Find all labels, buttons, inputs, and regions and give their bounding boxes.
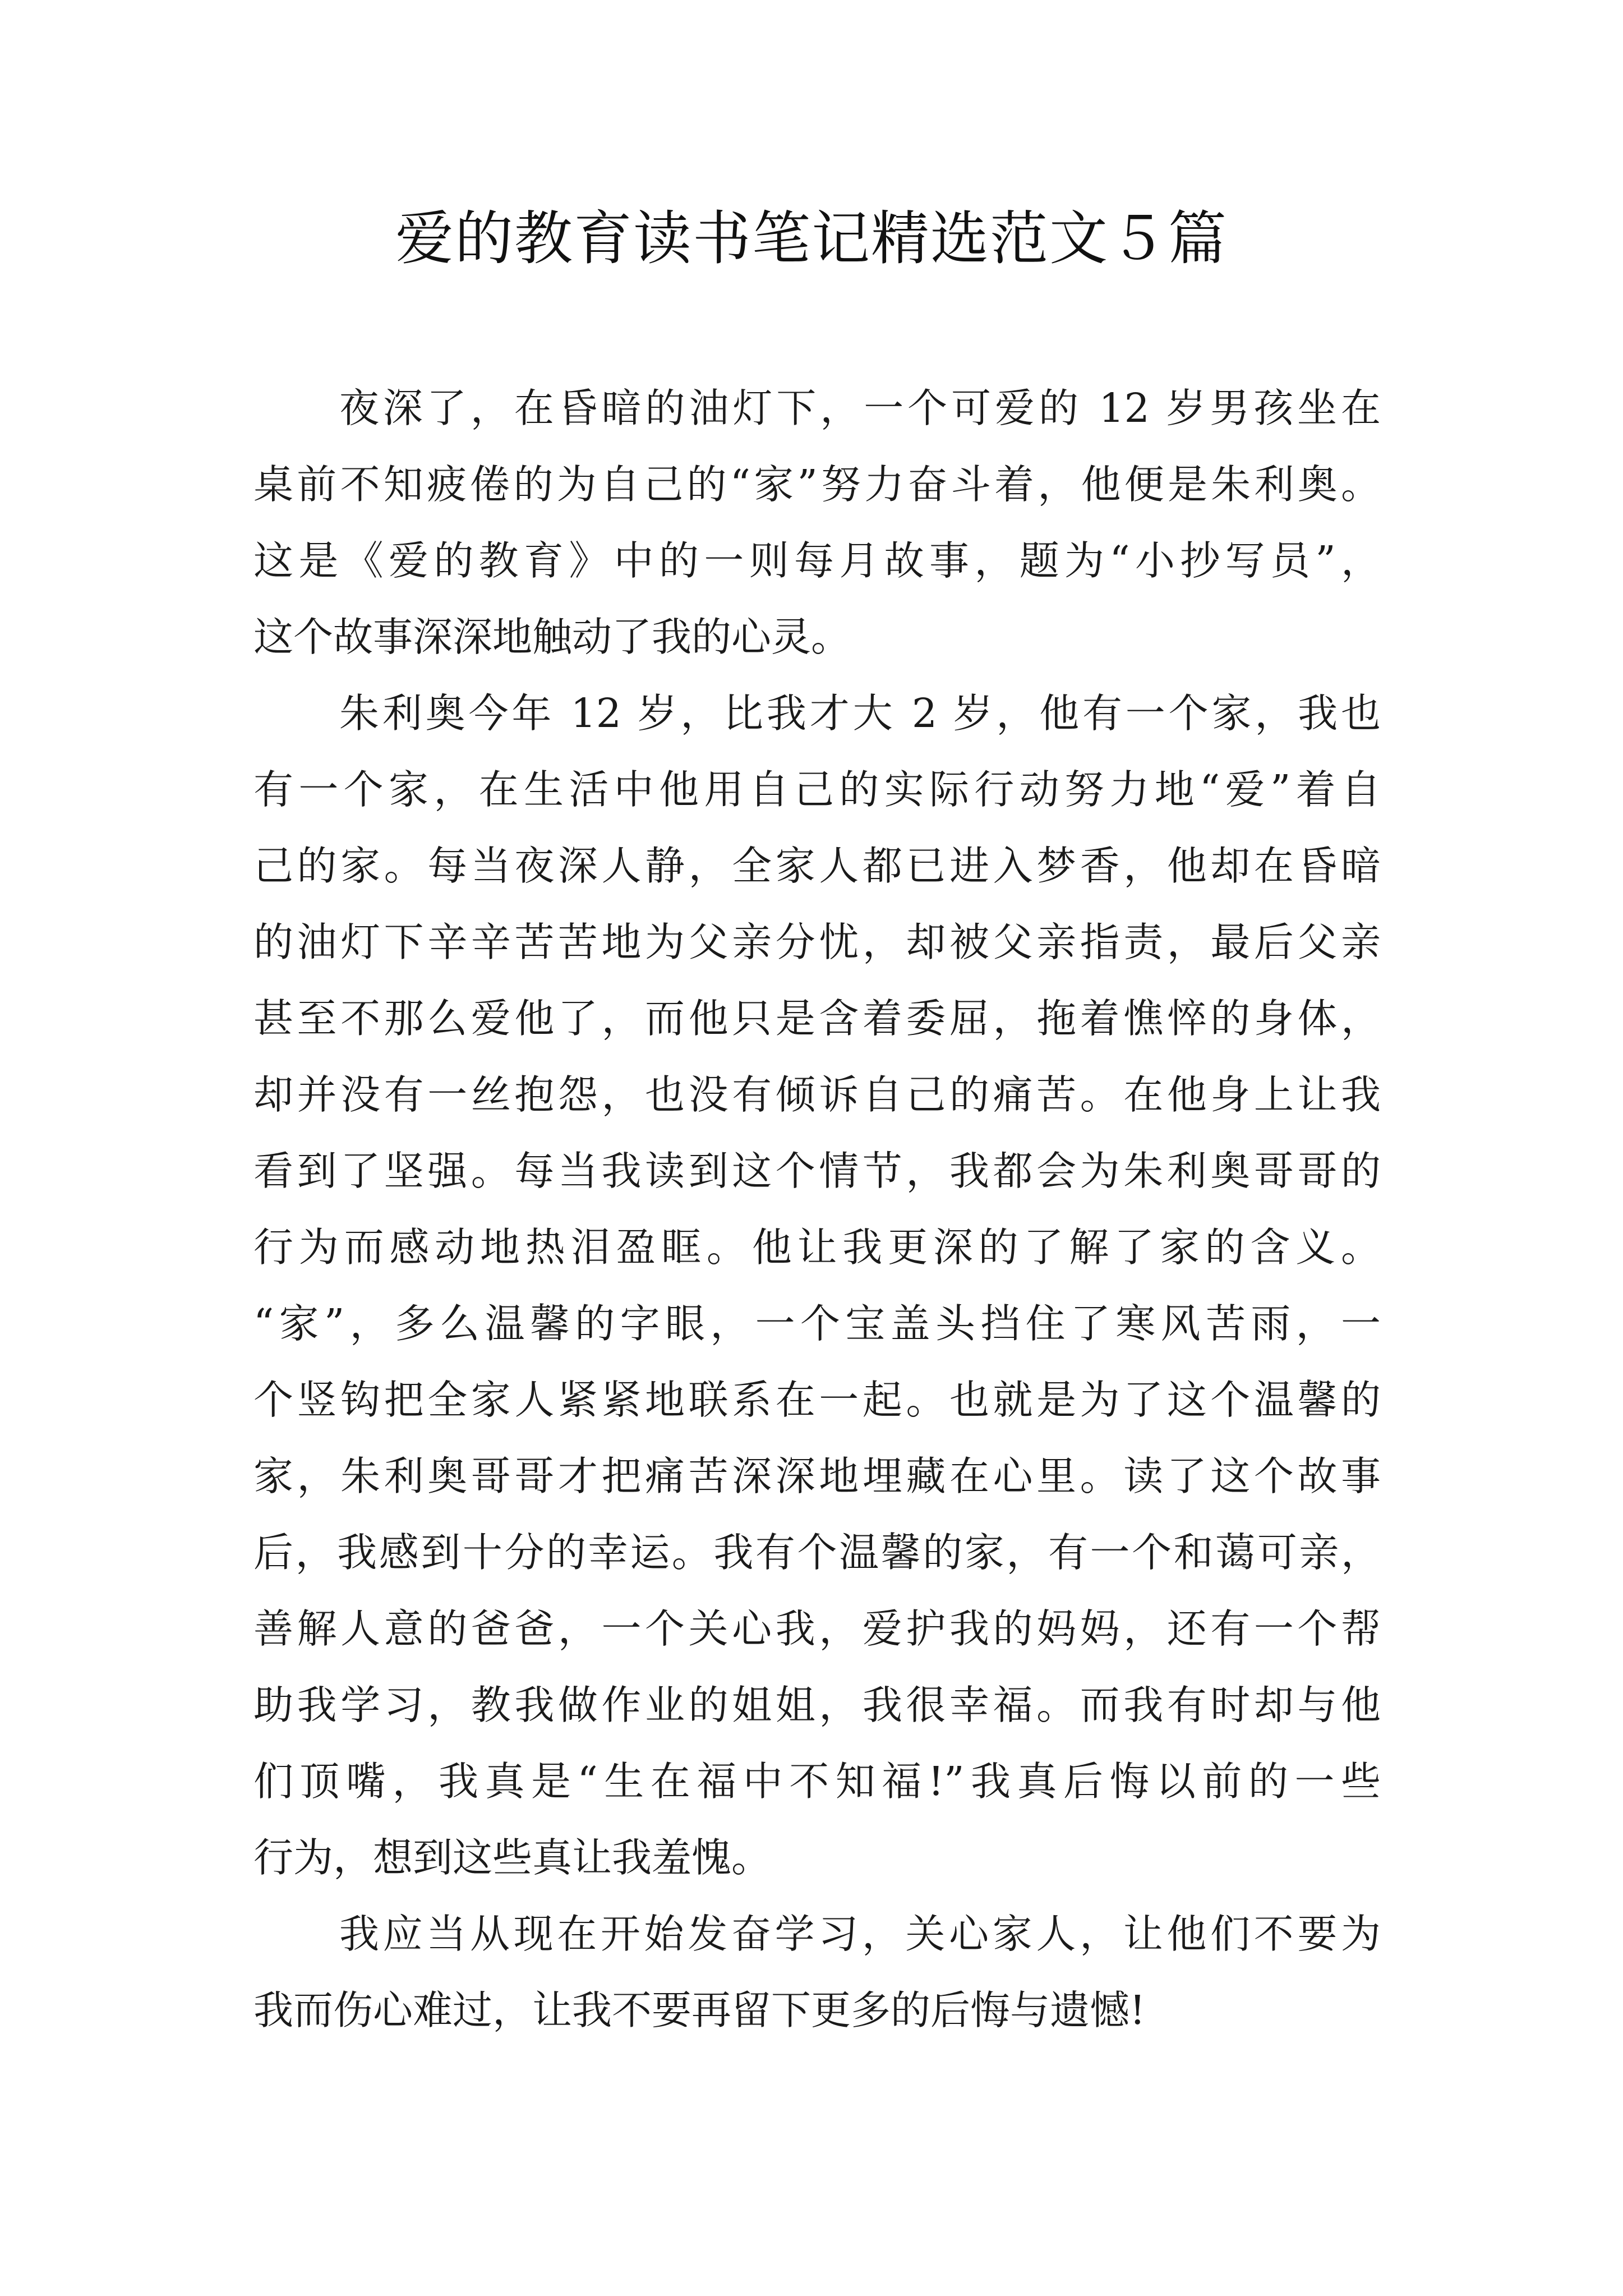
text-line: 甚至不那么爱他了，而他只是含着委屈，拖着憔悴的身体， (253, 995, 1381, 1042)
text-line: 桌前不知疲倦的为自己的“家”努力奋斗着，他便是朱利奥。 (253, 461, 1381, 508)
text-line: 我而伤心难过，让我不要再留下更多的后悔与遗憾! (253, 1987, 1146, 2033)
text-line: 个竖钩把全家人紧紧地联系在一起。也就是为了这个温馨的 (253, 1377, 1381, 1423)
text-line: 朱利奥今年 12 岁，比我才大 2 岁，他有一个家，我也 (339, 690, 1381, 737)
text-line: 善解人意的爸爸，一个关心我，爱护我的妈妈，还有一个帮 (253, 1605, 1381, 1652)
text-line: 这个故事深深地触动了我的心灵。 (253, 614, 851, 660)
text-line: 助我学习，教我做作业的姐姐，我很幸福。而我有时却与他 (253, 1682, 1381, 1728)
paragraph (253, 370, 1381, 675)
text-line: 们顶嘴，我真是“生在福中不知福!”我真后悔以前的一些 (253, 1758, 1381, 1805)
text-line: 有一个家，在生活中他用自己的实际行动努力地“爱”着自 (253, 766, 1381, 813)
text-line: 却并没有一丝抱怨，也没有倾诉自己的痛苦。在他身上让我 (253, 1071, 1381, 1118)
text-line: 家，朱利奥哥哥才把痛苦深深地埋藏在心里。读了这个故事 (253, 1453, 1381, 1499)
text-line: 看到了坚强。每当我读到这个情节，我都会为朱利奥哥哥的 (253, 1148, 1381, 1194)
text-line: 的油灯下辛辛苦苦地为父亲分忧，却被父亲指责，最后父亲 (253, 919, 1381, 965)
text-line: 夜深了，在昏暗的油灯下，一个可爱的 12 岁男孩坐在 (339, 385, 1381, 431)
text-line: 后，我感到十分的幸运。我有个温馨的家，有一个和蔼可亲， (253, 1529, 1381, 1576)
paragraph (253, 675, 1381, 1896)
text-line: “家”，多么温馨的字眼，一个宝盖头挡住了寒风苦雨，一 (253, 1300, 1381, 1347)
text-line: 这是《爱的教育》中的一则每月故事，题为“小抄写员”， (253, 537, 1381, 584)
text-line: 己的家。每当夜深人静，全家人都已进入梦香，他却在昏暗 (253, 843, 1381, 889)
document-body (253, 370, 1381, 2049)
document-title: 爱的教育读书笔记精选范文５篇 (395, 204, 1228, 273)
text-line: 行为而感动地热泪盈眶。他让我更深的了解了家的含义。 (253, 1224, 1381, 1271)
text-line: 我应当从现在开始发奋学习，关心家人，让他们不要为 (339, 1911, 1381, 1957)
paragraph (253, 1896, 1381, 2049)
text-line: 行为，想到这些真让我羞愧。 (253, 1834, 772, 1881)
